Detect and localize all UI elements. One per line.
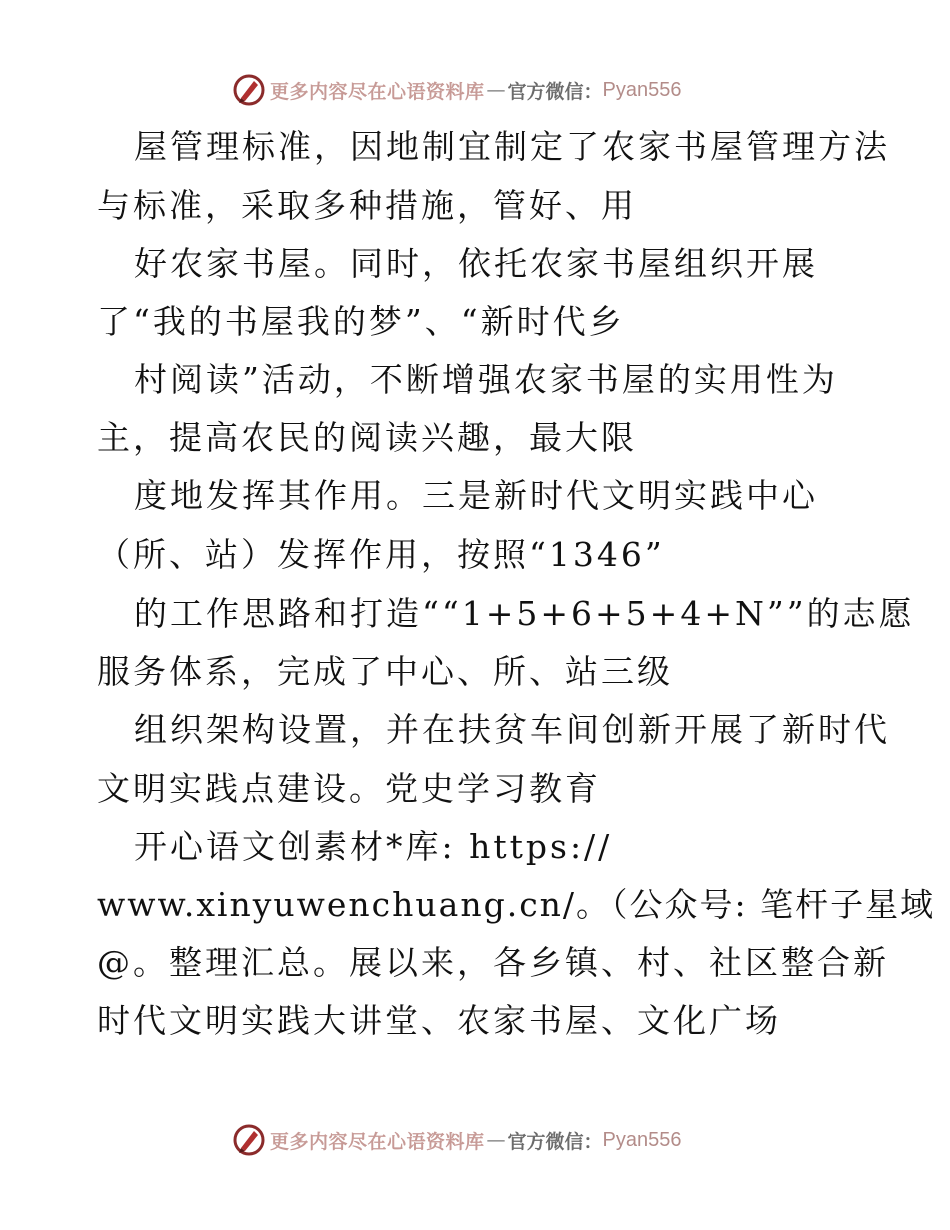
- body-line: 组织架构设置，并在扶贫车间创新开展了新时代: [134, 710, 890, 749]
- footer-banner: [232, 1120, 682, 1160]
- body-line: 与标准，采取多种措施，管好、用: [97, 186, 637, 225]
- footer-separator: —: [486, 1129, 506, 1151]
- header-wechat-label: 官方微信：: [507, 80, 603, 103]
- body-line: 村阅读”活动，不断增强农家书屋的实用性为: [134, 360, 838, 399]
- body-line: 开心语文创素材*库: https://: [134, 827, 613, 866]
- header-separator: —: [486, 79, 506, 101]
- body-line: 度地发挥其作用。三是新时代文明实践中心: [134, 476, 818, 515]
- body-line: 主，提高农民的阅读兴趣，最大限: [97, 418, 637, 457]
- body-line: 文明实践点建设。党史学习教育: [97, 769, 601, 808]
- footer-wechat-label: 官方微信：: [507, 1130, 603, 1153]
- body-line: 服务体系，完成了中心、所、站三级: [97, 652, 673, 691]
- body-line: 时代文明实践大讲堂、农家书屋、文化广场: [97, 1001, 781, 1040]
- body-line: （所、站）发挥作用，按照“1346”: [97, 535, 665, 574]
- pen-logo-icon: [232, 1123, 266, 1157]
- body-line: 好农家书屋。同时，依托农家书屋组织开展: [134, 244, 818, 283]
- header-title: 更多内容尽在心语资料库: [270, 80, 485, 103]
- footer-wechat-id: Pyan556: [602, 1128, 682, 1151]
- body-line: 屋管理标准，因地制宜制定了农家书屋管理方法: [134, 127, 890, 166]
- footer-title: 更多内容尽在心语资料库: [270, 1130, 485, 1153]
- body-line: 的工作思路和打造““1+5+6+5+4+N””的志愿: [134, 594, 915, 633]
- body-line: @。整理汇总。展以来，各乡镇、村、社区整合新: [97, 943, 889, 982]
- body-line: www.xinyuwenchuang.cn/。（公众号: 笔杆子星域: [97, 885, 936, 924]
- body-line: 了“我的书屋我的梦”、“新时代乡: [97, 302, 625, 341]
- header-wechat-id: Pyan556: [602, 78, 682, 101]
